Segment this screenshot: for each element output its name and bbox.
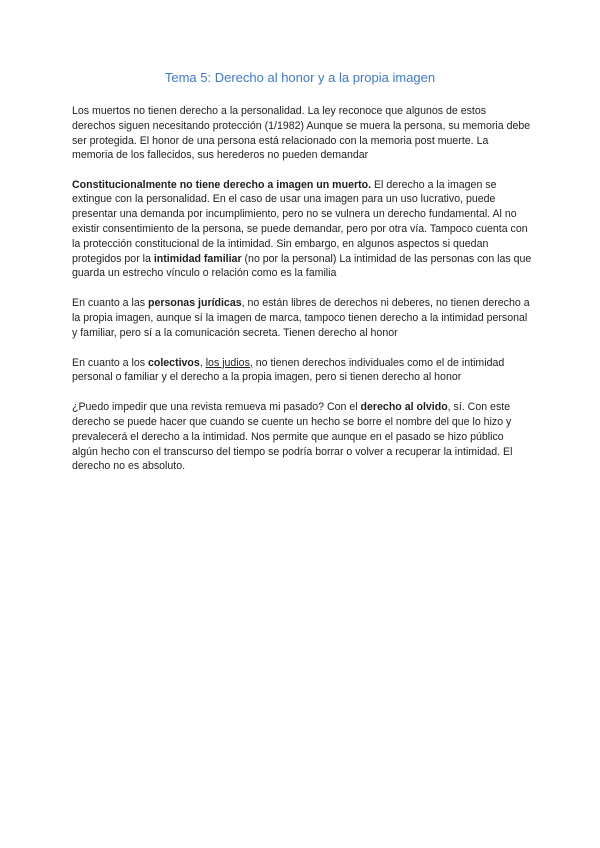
paragraph-colectivos xyxy=(72,356,532,386)
bold-term-derecho-olvido: derecho al olvido xyxy=(360,401,448,414)
paragraph-personas-juridicas xyxy=(72,296,532,340)
bold-term-personas-juridicas: personas jurídicas xyxy=(147,297,242,310)
paragraph-imagen-muerto xyxy=(72,178,532,282)
paragraph-muertos-personalidad: Los muertos no tienen derecho a la personalidad. La ley reconoce que algunos de estos derechos siguen necesitando protección (1/1982) Aunque se muera la persona, su memoria debe ser protegida. El honor de una persona está relacionado con la memoria post muerte. La memoria de los fallecidos, sus herederos no pueden demandar xyxy=(72,105,531,162)
paragraph-text: , sí. Con este derecho se puede hacer que cuando se cuente un hecho se borre el nombre del que lo hizo y prevalecerá el derecho a la intimidad. Nos permite que aunque en el pasado se hizo público algún hecho con el transcurso del tiempo se podría borrar o volver a recuperar la intimidad. El derecho no es absoluto. xyxy=(72,401,513,473)
paragraph-text: ¿Puedo impedir que una revista remueva mi pasado? Con el xyxy=(72,401,361,414)
paragraph-text: En cuanto a las xyxy=(72,297,148,310)
document-body xyxy=(72,104,532,488)
paragraph-text: (no por la personal) La intimidad de las personas con las que guarda un estrecho vínculo o relación como es la familia xyxy=(72,252,532,280)
paragraph-text: , no están libres de derechos ni deberes, no tienen derecho a la propia imagen, aunque sí la imagen de marca, tampoco tienen derecho a la intimidad personal y familiar, pero sí a la comunicación secreta. Tienen derecho al honor xyxy=(72,297,530,339)
page-title: Tema 5: Derecho al honor y a la propia imagen xyxy=(164,70,436,85)
paragraph-text: , xyxy=(199,356,206,369)
paragraph-text: no tienen derechos individuales como el de intimidad personal o familiar y el derecho a la propia imagen, pero si tienen derecho al honor xyxy=(72,356,505,384)
bold-lead-statement: Constitucionalmente no tiene derecho a imagen un muerto. xyxy=(72,178,372,191)
paragraph-derecho-olvido xyxy=(72,400,532,474)
paragraph-text: El derecho a la imagen se extingue con la personalidad. En el caso de usar una imagen para un uso lucrativo, puede presentar una demanda por incumplimiento, pero no se vulnera un derecho fundamental. Al no existir consentimiento de la persona, se puede demandar, pero por otra vía. Tampoco cuenta con la protección constitucional de la intimidad. Sin embargo, en algunos aspectos si quedan protegidos por la xyxy=(72,178,528,265)
underlined-term-judios: los judios, xyxy=(205,356,253,369)
bold-term-intimidad-familiar: intimidad familiar xyxy=(153,252,242,265)
paragraph-text: En cuanto a los xyxy=(72,356,148,369)
bold-term-colectivos: colectivos xyxy=(147,356,200,369)
